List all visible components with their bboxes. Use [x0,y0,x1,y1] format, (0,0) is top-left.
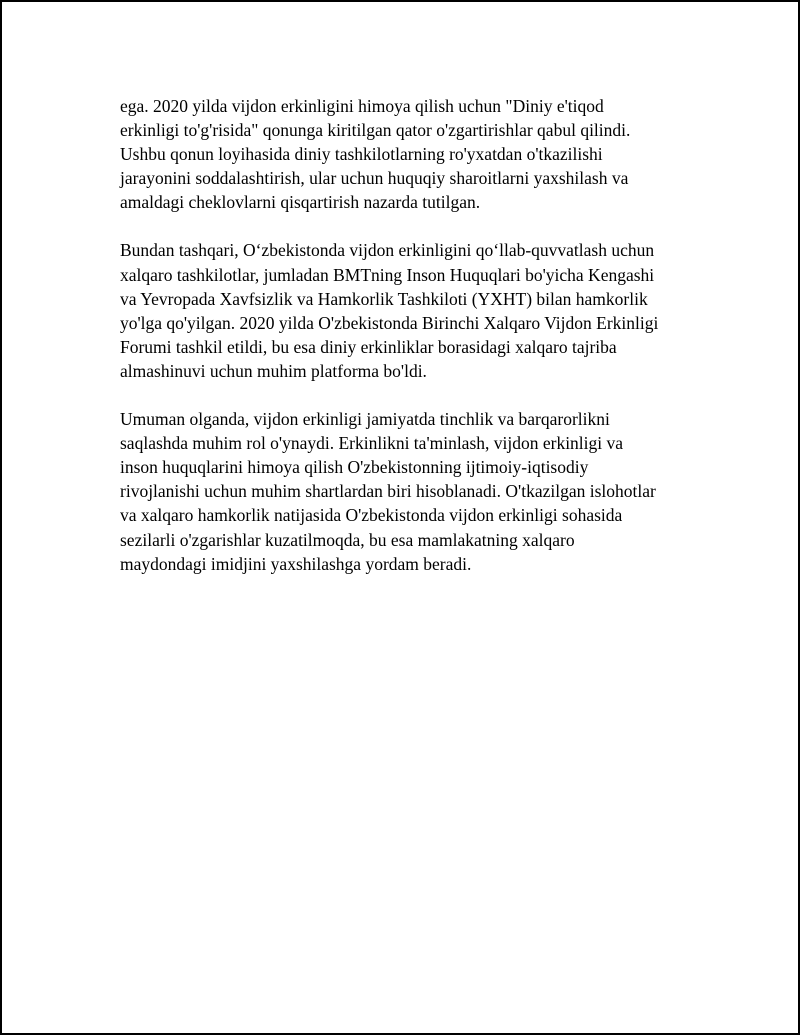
text-line: va Yevropada Xavfsizlik va Hamkorlik Tashkiloti (YXHT) bilan hamkorlik [120,288,648,309]
text-line: erkinligi to'g'risida" qonunga kiritilgan qator o'zgartirishlar qabul qilindi. [120,120,631,141]
text-line: va xalqaro hamkorlik natijasida O'zbekistonda vijdon erkinligi sohasida [120,505,623,526]
text-line: Ushbu qonun loyihasida diniy tashkilotlarning ro'yxatdan o'tkazilishi [120,144,603,165]
text-line: Forumi tashkil etildi, bu esa diniy erkinliklar borasidagi xalqaro tajriba [120,336,617,357]
text-line: Umuman olganda, vijdon erkinligi jamiyatda tinchlik va barqarorlikni [120,409,610,430]
document-body [120,94,700,600]
text-line: amaldagi cheklovlarni qisqartirish nazarda tutilgan. [120,192,481,213]
text-line: ega. 2020 yilda vijdon erkinligini himoya qilish uchun "Diniy e'tiqod [120,96,604,116]
text-line: rivojlanishi uchun muhim shartlardan biri hisoblanadi. O'tkazilgan islohotlar [120,481,656,502]
text-line: yo'lga qo'yilgan. 2020 yilda O'zbekistonda Birinchi Xalqaro Vijdon Erkinligi [120,312,659,333]
text-line: Bundan tashqari, O‘zbekistonda vijdon erkinligini qo‘llab-quvvatlash uchun [120,240,655,261]
paragraph [120,238,700,383]
text-line: inson huquqlarini himoya qilish O'zbekistonning ijtimoiy-iqtisodiy [120,457,589,478]
text-line: almashinuvi uchun muhim platforma bo'ldi. [120,360,427,381]
paragraph [120,407,700,576]
text-line: xalqaro tashkilotlar, jumladan BMTning Inson Huquqlari bo'yicha Kengashi [120,264,655,285]
text-line: jarayonini soddalashtirish, ular uchun huquqiy sharoitlarni yaxshilash va [120,168,629,189]
text-line: saqlashda muhim rol o'ynaydi. Erkinlikni ta'minlash, vijdon erkinligi va [120,433,624,454]
paragraph [120,94,700,214]
text-line: maydondagi imidjini yaxshilashga yordam beradi. [120,553,472,574]
text-line: sezilarli o'zgarishlar kuzatilmoqda, bu esa mamlakatning xalqaro [120,529,575,550]
